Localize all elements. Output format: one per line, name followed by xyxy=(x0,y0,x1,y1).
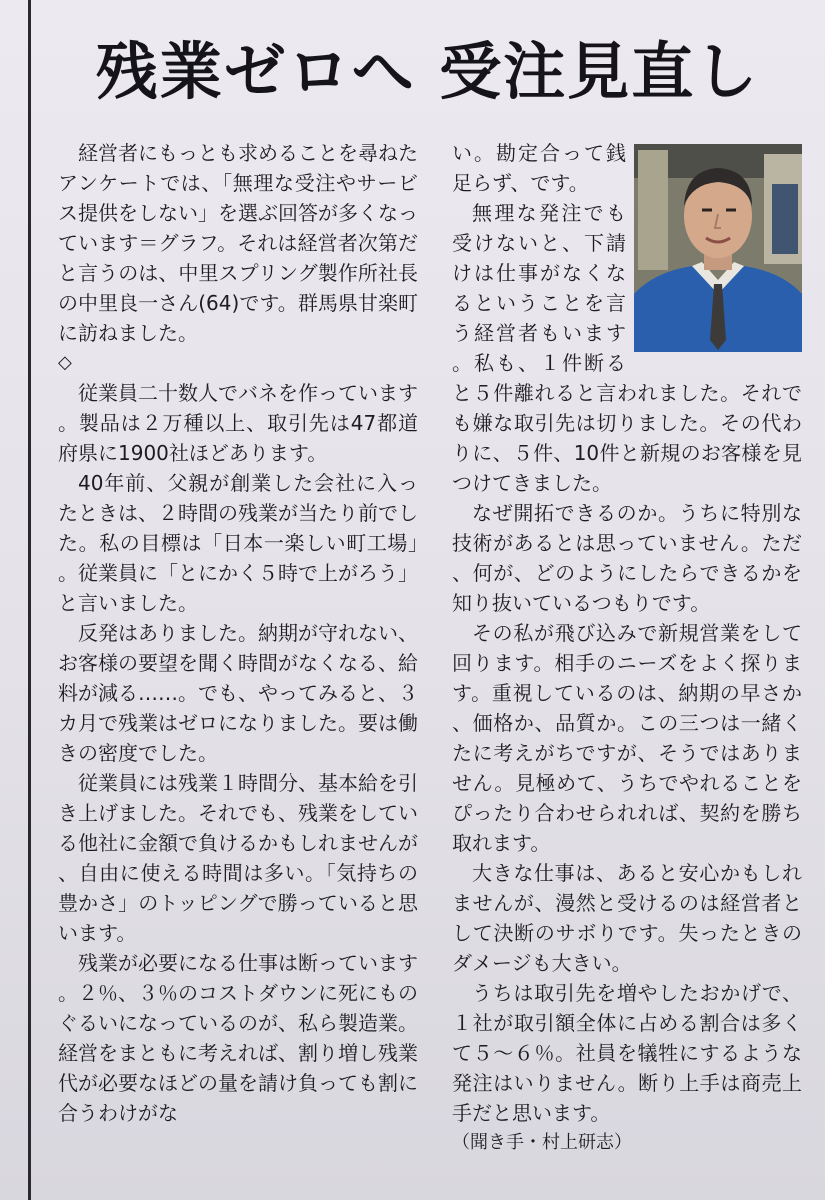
paragraph: なぜ開拓できるのか。うちに特別な技術があるとは思っていません。ただ、何が、どのようにしたらできるかを知り抜いているつもりです。 xyxy=(452,501,802,615)
headline: 残業ゼロへ 受注見直し xyxy=(95,35,760,108)
portrait-illustration xyxy=(634,144,802,352)
paragraph: その私が飛び込みで新規営業をして回ります。相手のニーズをよく探ります。重視しているのは、納期の早さか、価格か、品質か。この三つは一緒くたに考えがちですが、そうではありません。見極めて、うちでやれることをぴったり合わせられれば、契約を勝ち取れます。 xyxy=(452,621,802,855)
paragraph: 残業が必要になる仕事は断っています。２％、３％のコストダウンに死にものぐるいになっているのが、私ら製造業。経営をまともに考えれば、割り増し残業代が必要なほどの量を請け負っても割に合うわけがな xyxy=(58,951,418,1125)
paragraph-continued: い。勘定合って銭足らず、です。 xyxy=(452,141,626,195)
section-divider: ◇ xyxy=(58,352,72,373)
right-column xyxy=(452,138,802,1158)
portrait-photo xyxy=(634,144,802,352)
paragraph: 反発はありました。納期が守れない、お客様の要望を聞く時間がなくなる、給料が減る……。でも、やってみると、３カ月で残業はゼロになりました。要は働きの密度でした。 xyxy=(58,621,418,765)
intro-paragraph: 経営者にもっとも求めることを尋ねたアンケートでは、「無理な受注やサービス提供をしない」を選ぶ回答が多くなっています＝グラフ。それは経営者次第だと言うのは、中里スプリング製作所社長の中里良一さん(64)です。群馬県甘楽町に訪ねました。 xyxy=(58,141,418,345)
paragraph: うちは取引先を増やしたおかげで、１社が取引額全体に占める割合は多くて５～６％。社員を犠牲にするような発注はいりません。断り上手は商売上手だと思います。 xyxy=(452,981,802,1125)
paragraph: 大きな仕事は、あると安心かもしれませんが、漫然と受けるのは経営者として決断のサボりです。失ったときのダメージも大きい。 xyxy=(452,861,802,975)
paragraph: 40年前、父親が創業した会社に入ったときは、２時間の残業が当たり前でした。私の目標は「日本一楽しい町工場」。従業員に「とにかく５時で上がろう」と言いました。 xyxy=(58,471,418,615)
paragraph: 無理な発注でも受けないと、下請けは仕事がなくなるということを言う経営者もいます。私も、１件断ると５件離れると言われました。それでも嫌な取引先は切りました。その代わりに、５件、10件と新規のお客様を見つけてきました。 xyxy=(452,201,802,495)
left-column xyxy=(58,138,418,1128)
paragraph: 従業員には残業１時間分、基本給を引き上げました。それでも、残業をしている他社に金額で負けるかもしれませんが、自由に使える時間は多い。「気持ちの豊かさ」のトッピングで勝っていると思います。 xyxy=(58,771,418,945)
paragraph: 従業員二十数人でバネを作っています。製品は２万種以上、取引先は47都道府県に1900社ほどあります。 xyxy=(58,381,418,465)
column-rule xyxy=(28,0,31,1200)
interviewer-credit: （聞き手・村上研志） xyxy=(452,1132,632,1153)
